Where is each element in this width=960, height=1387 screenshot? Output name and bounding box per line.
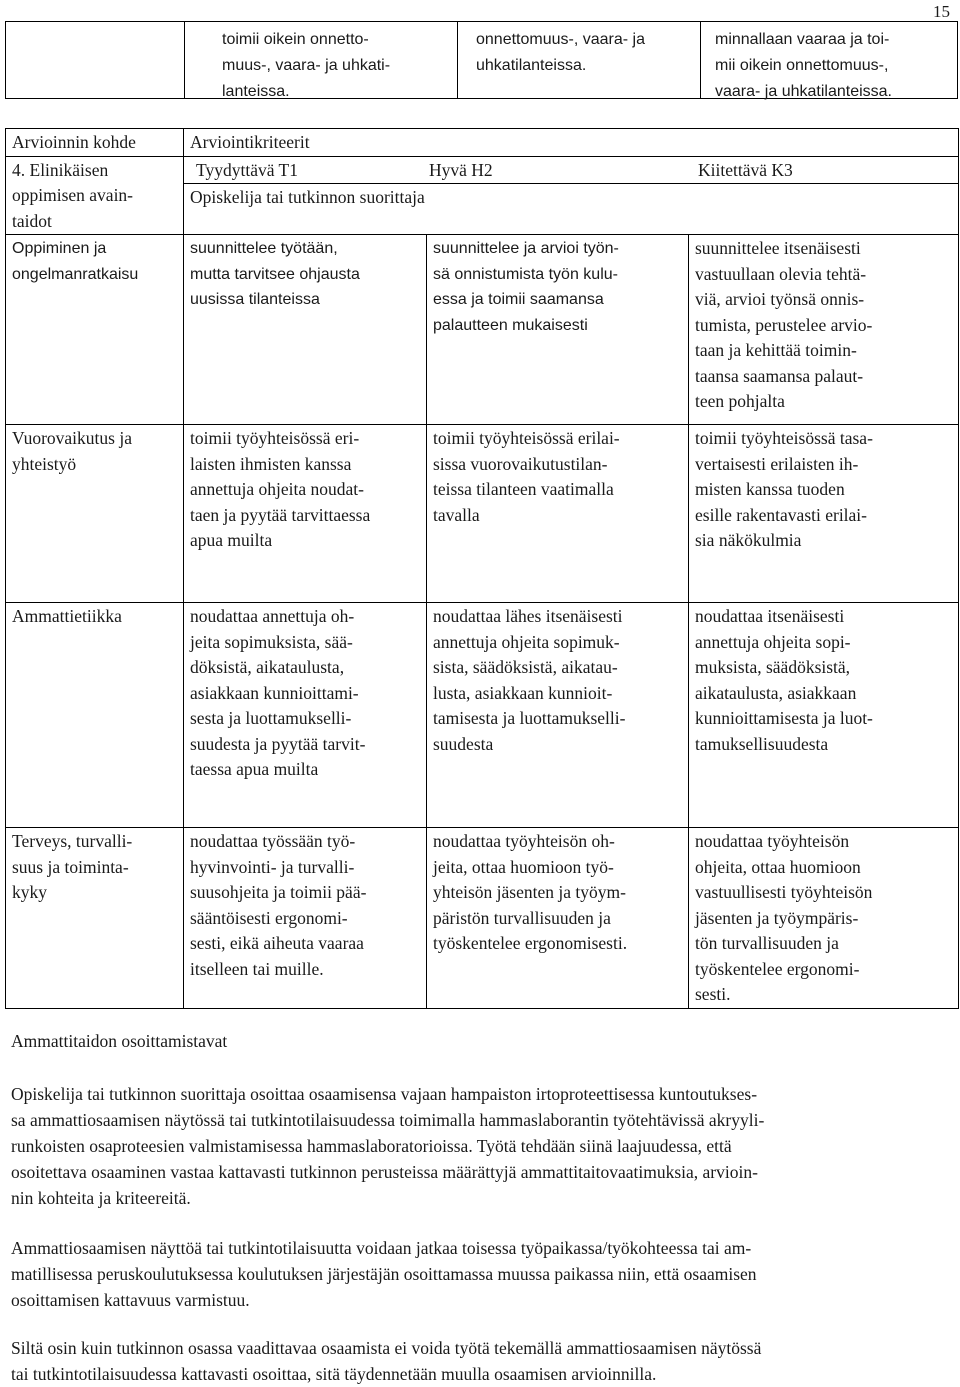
row-k3: noudattaa työyhteisön ohjeita, ottaa huomioon vastuullisesti työyhteisön jäsenten ja työympäris- tön turvallisuuden ja työskentelee ergonomi- sesti.: [695, 831, 873, 1004]
subject-lifelong-learning: 4. Elinikäisen oppimisen avain- taidot: [12, 159, 134, 231]
body-paragraph: Opiskelija tai tutkinnon suorittaja osoittaa osaamisensa vajaan hampaiston irtoproteettisessa kuntoutukses- sa ammattiosaamisen näytössä tai tutkintotilaisuudessa toimimalla hammaslaborantin työtehtävissä akryyli- runkoisten osaproteesien valmistamisessa hammaslaboratorioissa. Työtä tehdään siinä laajuudessa, että osoitettava osaaminen vastaa kattavasti tutkinnon perusteissa määrättyjä ammattitaitovaatimuksia, arvioin- nin kohteita ja kriteereitä.: [11, 1084, 765, 1208]
row-h2: suunnittelee ja arvioi työn- sä onnistumista työn kulu- essa ja toimii saamansa palautteen mukaisesti: [433, 240, 619, 334]
table-row: [6, 425, 959, 603]
row-k3: suunnittelee itsenäisesti vastuullaan olevia tehtä- viä, arvioi työnsä onnis- tumista, perustelee arvio- taan ja kehittää toimin- taansa saamansa palaut- teen pohjalta: [695, 238, 873, 411]
assessment-criteria-table: [5, 128, 959, 1009]
table-divider: [457, 22, 458, 98]
header-assessment-target: Arvioinnin kohde: [12, 132, 136, 152]
table-row: [6, 828, 959, 1009]
table-divider: [184, 22, 185, 98]
row-h2: toimii työyhteisössä erilai- sissa vuorovaikutustilan- teissa tilanteen vaatimalla tavalla: [433, 428, 620, 525]
row-k3: noudattaa itsenäisesti annettuja ohjeita sopi- muksista, säädöksistä, aikataulusta, asiakkaan kunnioittamisesta ja luot- tamuksellisuudesta: [695, 606, 873, 754]
continuation-table: [5, 21, 958, 99]
section-title: Ammattitaidon osoittamistavat: [11, 1031, 228, 1051]
row-h2: noudattaa työyhteisön oh- jeita, ottaa huomioon työ- yhteisön jäsenten ja työym- päristön turvallisuuden ja työskentelee ergonomisesti.: [433, 831, 628, 953]
table-row: [6, 235, 959, 425]
grade-t1: Tyydyttävä T1: [196, 159, 298, 180]
header-row: [6, 129, 959, 157]
continuation-cell-t1: toimii oikein onnetto- muus-, vaara- ja uhkati- lanteissa.: [222, 31, 391, 100]
grade-levels: [184, 157, 958, 184]
grade-k3: Kiitettävä K3: [698, 159, 793, 180]
header-assessment-criteria: Arviointikriteerit: [190, 132, 310, 152]
subheader-row: [6, 156, 959, 235]
grade-h2: Hyvä H2: [429, 159, 493, 180]
table-divider: [700, 22, 701, 98]
row-t1: noudattaa työssään työ- hyvinvointi- ja turvalli- suusohjeita ja toimii pää- sääntöisesti ergonomi- sesti, eikä aiheuta vaaraa itselleen tai muille.: [190, 831, 367, 979]
row-t1: noudattaa annettuja oh- jeita sopimuksista, sää- döksistä, aikataulusta, asiakkaan kunnioittami- sesta ja luottamukselli- suudesta ja pyytää tarvit- taessa apua muilta: [190, 606, 366, 779]
performer-label: Opiskelija tai tutkinnon suorittaja: [190, 186, 425, 207]
row-k3: toimii työyhteisössä tasa- vertaisesti erilaisten ih- misten kanssa tuoden esille rakentavasti erilai- sia näkökulmia: [695, 428, 873, 550]
row-subject: Ammattietiikka: [12, 606, 122, 626]
row-h2: noudattaa lähes itsenäisesti annettuja ohjeita sopimuk- sista, säädöksistä, aikatau- lusta, asiakkaan kunnioit- tamisesta ja luottamukselli- suudesta: [433, 606, 626, 754]
row-subject: Terveys, turvalli- suus ja toiminta- kyky: [12, 831, 133, 902]
page-number: 15: [933, 2, 950, 21]
row-t1: suunnittelee työtään, mutta tarvitsee ohjausta uusissa tilanteissa: [190, 240, 360, 308]
row-subject: Vuorovaikutus ja yhteistyö: [12, 428, 132, 474]
continuation-cell-k3: minnallaan vaaraa ja toi- mii oikein onnettomuus-, vaara- ja uhkatilanteissa.: [715, 31, 892, 100]
body-paragraph: Siltä osin kuin tutkinnon osassa vaadittavaa osaamista ei voida työtä tekemällä ammattiosaamisen näytössä tai tutkintotilaisuudessa kattavasti osoittaa, sitä täydennetään muulla osaamisen arvioinnilla.: [11, 1338, 762, 1384]
table-row: [6, 603, 959, 828]
row-t1: toimii työyhteisössä eri- laisten ihmisten kanssa annettuja ohjeita noudat- taen ja pyytää tarvittaessa apua muilta: [190, 428, 371, 550]
body-paragraph: Ammattiosaamisen näyttöä tai tutkintotilaisuutta voidaan jatkaa toisessa työpaikassa/työkohteessa tai am- matillisessa peruskoulutuksessa koulutuksen järjestäjän osoittamassa muussa paikassa niin, että osaamisen osoittamisen kattavuus varmistuu.: [11, 1238, 757, 1310]
continuation-cell-h2: onnettomuus-, vaara- ja uhkatilanteissa.: [476, 31, 645, 74]
row-subject: Oppiminen ja ongelmanratkaisu: [12, 240, 139, 283]
